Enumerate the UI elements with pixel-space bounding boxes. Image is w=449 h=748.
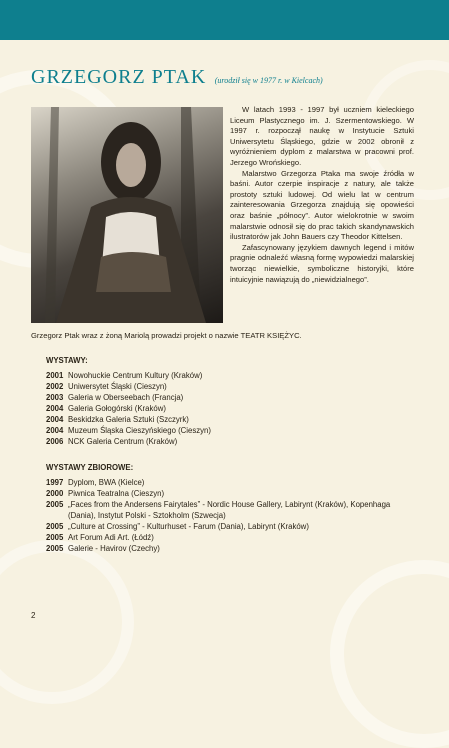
biography bbox=[230, 105, 414, 285]
bio-paragraph: Zafascynowany językiem dawnych legend i mitów pragnie odnaleźć własną formę wypowiedzi malarskiej tworząc niewielkie, symboliczne historyjki, które intuicyjnie nawiązują do „niewidzialnego”. bbox=[230, 242, 414, 284]
artist-name: GRZEGORZ PTAK bbox=[31, 66, 207, 88]
list-item bbox=[46, 392, 416, 403]
portrait-photo bbox=[31, 107, 223, 323]
list-item bbox=[46, 488, 416, 499]
decorative-swirl bbox=[0, 540, 134, 704]
year: 2005 bbox=[46, 533, 64, 542]
list-item bbox=[46, 532, 416, 543]
year: 2006 bbox=[46, 437, 64, 446]
list-item bbox=[46, 414, 416, 425]
project-note: Grzegorz Ptak wraz z żoną Mariolą prowadzi projekt o nazwie TEATR KSIĘŻYC. bbox=[31, 331, 302, 340]
group-exhibitions-section bbox=[46, 462, 416, 554]
entry: Beskidzka Galeria Sztuki (Szczyrk) bbox=[68, 415, 189, 424]
list-item bbox=[46, 521, 416, 532]
entry: Galerie - Havirov (Czechy) bbox=[68, 544, 160, 553]
decorative-swirl bbox=[330, 560, 449, 748]
year: 2003 bbox=[46, 393, 64, 402]
list-item bbox=[46, 499, 416, 521]
list-item bbox=[46, 436, 416, 447]
section-heading: WYSTAWY ZBIOROWE: bbox=[46, 463, 134, 472]
section-heading: WYSTAWY: bbox=[46, 356, 88, 365]
entry: „Faces from the Andersens Fairytales” - Nordic House Gallery, Labirynt (Kraków), Kopenhaga (Dania), Instytut Polski - Sztokholm (Szwecja) bbox=[68, 500, 391, 520]
page-title bbox=[31, 66, 323, 89]
year: 2005 bbox=[46, 500, 64, 509]
entry: Galeria Gołogórski (Kraków) bbox=[68, 404, 166, 413]
entry: Galeria w Oberseebach (Francja) bbox=[68, 393, 184, 402]
entry: Uniwersytet Śląski (Cieszyn) bbox=[68, 382, 167, 391]
year: 2000 bbox=[46, 489, 64, 498]
year: 2004 bbox=[46, 415, 64, 424]
year: 1997 bbox=[46, 478, 64, 487]
entry: „Culture at Crossing” - Kulturhuset - Farum (Dania), Labirynt (Kraków) bbox=[68, 522, 309, 531]
list-item bbox=[46, 425, 416, 436]
year: 2004 bbox=[46, 426, 64, 435]
entry: Art Forum Adi Art. (Łódź) bbox=[68, 533, 154, 542]
entry: Dyplom, BWA (Kielce) bbox=[68, 478, 145, 487]
bio-paragraph: Malarstwo Grzegorza Ptaka ma swoje źródła w baśni. Autor czerpie inspiracje z natury, ale także prostoty sztuki ludowej. Od wielu lat w centrum zainteresowania Grzegorza znajdują się opowieści oraz baśnie „północy”. Autor wielokrotnie w swoim malarstwie odnosił się do prac takich skandynawskich ilustratorów jak John Bauers czy Theodor Kittelsen. bbox=[230, 168, 414, 242]
year: 2004 bbox=[46, 404, 64, 413]
entry: NCK Galeria Centrum (Kraków) bbox=[68, 437, 178, 446]
page-number: 2 bbox=[31, 611, 36, 620]
exhibitions-section bbox=[46, 355, 416, 447]
bio-paragraph: W latach 1993 - 1997 był uczniem kieleckiego Liceum Plastycznego im. J. Szermentowskiego. W 1997 r. rozpoczął naukę w Instytucie Sztuki Uniwersytetu Śląskiego, gdzie w 2002 obronił z wyróżnieniem dyplom z malarstwa w pracowni prof. Jerzego Wrońskiego. bbox=[230, 105, 414, 167]
year: 2005 bbox=[46, 544, 64, 553]
birth-info: (urodził się w 1977 r. w Kielcach) bbox=[214, 76, 323, 85]
entry: Muzeum Śląska Cieszyńskiego (Cieszyn) bbox=[68, 426, 211, 435]
entry: Piwnica Teatralna (Cieszyn) bbox=[68, 489, 165, 498]
year: 2002 bbox=[46, 382, 64, 391]
top-color-bar bbox=[0, 0, 449, 40]
entry: Nowohuckie Centrum Kultury (Kraków) bbox=[68, 371, 203, 380]
list-item bbox=[46, 370, 416, 381]
year: 2001 bbox=[46, 371, 64, 380]
list-item bbox=[46, 381, 416, 392]
list-item bbox=[46, 477, 416, 488]
list-item bbox=[46, 403, 416, 414]
list-item bbox=[46, 543, 416, 554]
year: 2005 bbox=[46, 522, 64, 531]
